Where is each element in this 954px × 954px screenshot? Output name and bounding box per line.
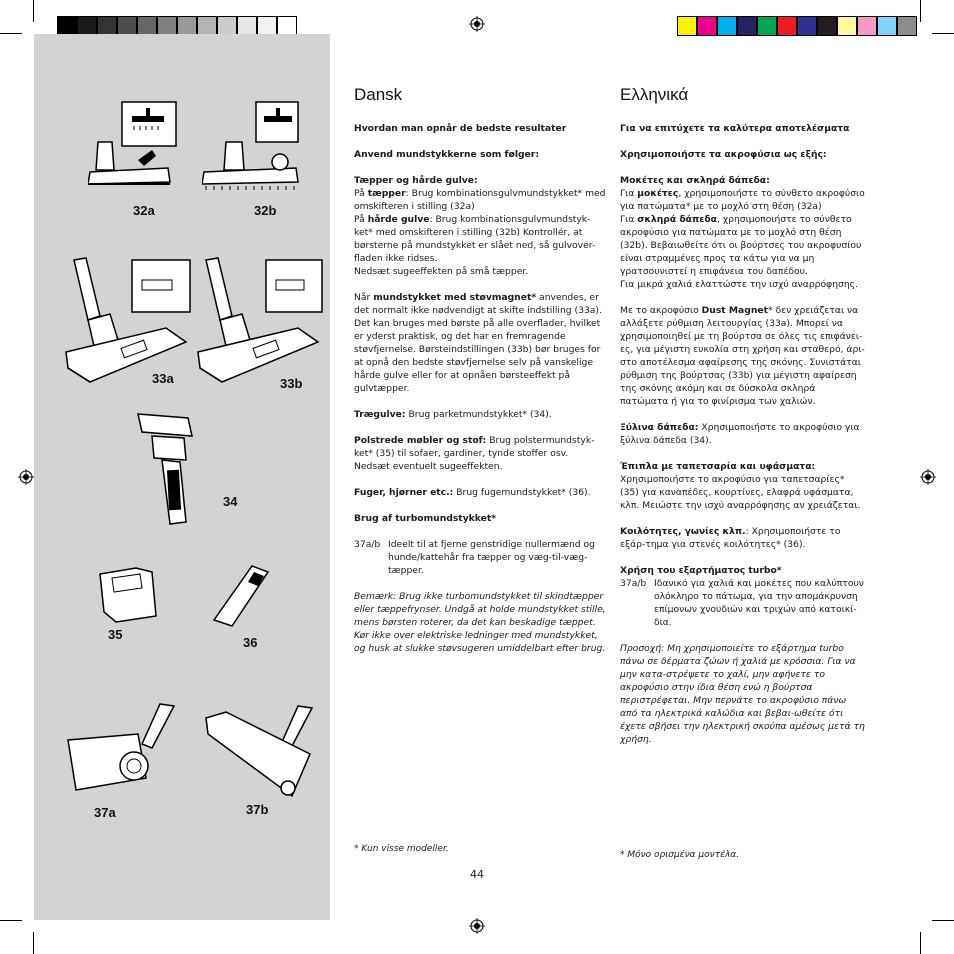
- dansk-turbo-key: 37a/b: [354, 539, 381, 550]
- parquet-nozzle-34-illustration: [132, 410, 212, 530]
- greek-carpets-p2-pre: Για: [620, 214, 638, 225]
- registration-target-icon: [469, 16, 485, 32]
- registration-target-icon: [920, 469, 936, 485]
- greek-uph-bold: Έπιπλα με ταπετσαρία και υφάσματα:: [620, 461, 816, 472]
- calibration-swatch: [697, 16, 717, 36]
- greek-intro: Για να επιτύχετε τα καλύτερα αποτελέσματα: [620, 123, 850, 134]
- greek-heading: Ελληνικά: [620, 85, 689, 104]
- dansk-note: Bemærk: Brug ikke turbomundstykket til skindtæpper eller tæppefrynser. Undgå at holde mundstykket stille, mens børsten roterer, da det kan beskadige tæppet. Kør ikke over elektriske ledninger med mundstykket, og husk at slukke støvsugeren umiddelbart efter brug.: [354, 591, 606, 654]
- greek-uph-rest: Χρησιμοποιήστε το ακροφύσιο για ταπετσαρίες* (35) για καναπέδες, κουρτίνες, ελαφρά υφάσματα, κλπ. Μειώστε την ισχύ αναρρόφησης αν χρειάζεται.: [620, 474, 861, 511]
- calibration-swatch: [117, 16, 137, 36]
- calibration-swatch: [97, 16, 117, 36]
- calibration-swatch: [737, 16, 757, 36]
- greek-carpets-p2-rest: , χρησιμοποιήστε το σύνθετο ακροφύσιο για πατώματα με το μοχλό στη θέση (32b). Βεβαιωθείτε ότι οι βούρτσες του ακροφυσίου είναι στραμμένες προς τα κάτω για να μη γρατσουνιστεί η επιφάνεια του δαπέδου.: [620, 214, 862, 277]
- greek-dust-bold: Dust Magnet: [701, 305, 768, 316]
- nozzle-33b-illustration: [194, 256, 326, 386]
- calibration-swatch: [217, 16, 237, 36]
- figure-label-34: 34: [223, 494, 238, 509]
- figure-label-35: 35: [108, 627, 123, 642]
- calibration-swatch: [197, 16, 217, 36]
- figure-label-32b: 32b: [254, 203, 277, 218]
- calibration-swatch: [797, 16, 817, 36]
- dansk-turbo-heading: Brug af turbomundstykket*: [354, 513, 497, 524]
- greek-wood: [620, 421, 866, 447]
- greek-turbo-heading: Χρήση του εξαρτήματος turbo*: [620, 565, 782, 576]
- dansk-wood-bold: Trægulve:: [354, 409, 406, 420]
- greek-crev-bold: Κοιλότητες, γωνίες κλπ.: [620, 526, 746, 537]
- nozzle-32b-illustration: [202, 100, 300, 196]
- greek-carpets: [620, 174, 866, 291]
- crop-mark: [33, 0, 34, 22]
- dansk-dust-rest: anvendes, er det normalt ikke nødvendigt at skifte indstilling (33a). Det kan bruges med børste på alle overflader, hvilket er yderst praktisk, og det har en fremragende støvfjernelse. Børsteindstillingen (33b) bør bruges for at opnå den bedste støvfjernelse selv på vanskelige hårde gulve eller for at opnåen børsteeffekt på gulvtæpper.: [354, 292, 602, 394]
- dansk-carpets-p1-bold: tæpper: [367, 188, 406, 199]
- dansk-uph-rest: Brug polstermundstyk-ket* (35) til sofaer, gardiner, tynde stoffer osv. Nedsæt eventuelt sugeeffekten.: [354, 435, 595, 472]
- calibration-swatch: [677, 16, 697, 36]
- greek-carpets-p3: Για μικρά χαλιά ελαττώστε την ισχύ αναρρόφησης.: [620, 279, 858, 290]
- dansk-crev-rest: Brug fugemundstykket* (36).: [453, 487, 591, 498]
- crop-mark: [33, 932, 34, 954]
- registration-target-icon: [469, 918, 485, 934]
- dansk-intro: Hvordan man opnår de bedste resultater: [354, 123, 567, 134]
- calibration-swatch: [777, 16, 797, 36]
- calibration-swatch: [717, 16, 737, 36]
- calibration-swatch: [237, 16, 257, 36]
- greek-carpets-p1-rest: , χρησιμοποιήστε το σύνθετο ακροφύσιο για πατώματα* με το μοχλό στη θέση (32a): [620, 188, 865, 212]
- upholstery-nozzle-35-illustration: [96, 564, 166, 626]
- calibration-swatch: [177, 16, 197, 36]
- greek-turbo-key: 37a/b: [620, 578, 647, 589]
- dansk-dust-bold: mundstykket med støvmagnet*: [373, 292, 537, 303]
- calibration-swatch: [837, 16, 857, 36]
- dansk-carpets-p1-rest: : Brug kombinationsgulvmundstykket* med omskifteren i stilling (32a): [354, 188, 606, 212]
- greek-footnote: * Μόνο ορισμένα μοντέλα.: [620, 850, 740, 860]
- figure-label-36: 36: [243, 635, 258, 650]
- crevice-nozzle-36-illustration: [202, 562, 276, 632]
- dansk-turbo-text: Ideelt til at fjerne genstridige nullermænd og hunde/kattehår fra tæpper og væg-til-væg-tæpper.: [388, 539, 595, 576]
- calibration-swatch: [137, 16, 157, 36]
- greek-wood-bold: Ξύλινα δάπεδα:: [620, 422, 699, 433]
- greek-wood-rest: Χρησιμοποιήστε το ακροφύσιο για ξύλινα δάπεδα (34).: [620, 422, 860, 446]
- dansk-carpets-heading: Tæpper og hårde gulve:: [354, 175, 478, 186]
- calibration-swatch: [277, 16, 297, 36]
- figure-label-32a: 32a: [133, 203, 155, 218]
- greek-note: Προσοχή: Μη χρησιμοποιείτε το εξάρτημα turbo πάνω σε δέρματα ζώων ή χαλιά με κρόσσια. Για να μην κατα-στρέψετε το χαλί, μην αφήνετε το ακροφύσιο στην ίδια θέση ενώ η βούρτσα περιστρέφεται. Μην περνάτε το ακροφύσιο πάνω από τα ηλεκτρικά καλώδια και βεβαι-ωθείτε ότι έχετε σβήσει την ηλεκτρική σκούπα αμέσως μετά τη χρήση.: [620, 643, 865, 745]
- calibration-swatch: [77, 16, 97, 36]
- greek-column: [620, 82, 866, 759]
- dansk-footnote: * Kun visse modeller.: [354, 844, 449, 854]
- dansk-carpets-p1-pre: På: [354, 188, 368, 199]
- dansk-carpets-p2-pre: På: [354, 214, 368, 225]
- greek-upholstery: [620, 460, 866, 512]
- crop-mark: [932, 920, 954, 921]
- crop-mark: [920, 932, 921, 954]
- figure-label-37b: 37b: [246, 802, 269, 817]
- dansk-wood: [354, 408, 606, 421]
- greek-dust-rest: * δεν χρειάζεται να αλλάξετε ρύθμιση λειτουργίας (33a). Μπορεί να χρησιμοποιηθεί με τη βούρτσα σε όλες τις επιφάνει-ες, για μέγιστη ευκολία στη χρήση και σταθερό, άρι-στο αποτέλεσμα αφαίρεσης της σκόνης. Συνιστάται ρύθμιση της βούρτσας (33b) για μέγιστη αφαίρεση της σκόνης ακόμη και σε δύσκολα σκληρά πατώματα ή για το φινίρισμα των χαλιών.: [620, 305, 865, 407]
- calibration-swatch: [897, 16, 917, 36]
- greek-carpets-p1-bold: μοκέτες: [637, 188, 679, 199]
- figure-label-33a: 33a: [152, 371, 174, 386]
- calibration-swatch: [157, 16, 177, 36]
- dansk-use-nozzles: Anvend mundstykkerne som følger:: [354, 149, 539, 160]
- greek-carpets-p1-pre: Για: [620, 188, 638, 199]
- dansk-carpets-p2-rest: : Brug kombinationsgulvmundstyk-ket* med omskifteren i stilling (32b) Kontrollér, at børsterne på mundstykket er slået ned, så gulvover-fladen ikke ridses.: [354, 214, 596, 264]
- dansk-upholstery: [354, 434, 606, 473]
- greek-dust-pre: Με το ακροφύσιο: [620, 305, 702, 316]
- calibration-swatch: [57, 16, 77, 36]
- page-number: 44: [470, 868, 484, 881]
- dansk-carpets-p2-bold: hårde gulve: [367, 214, 430, 225]
- dansk-column: [354, 82, 606, 668]
- dansk-turbo-item: [354, 538, 606, 577]
- greek-carpets-heading: Μοκέτες και σκληρά δάπεδα:: [620, 175, 770, 186]
- dansk-dust-pre: Når: [354, 292, 374, 303]
- dansk-wood-rest: Brug parketmundstykket* (34).: [405, 409, 552, 420]
- turbo-nozzle-37b-illustration: [202, 704, 320, 800]
- dansk-crev-bold: Fuger, hjørner etc.:: [354, 487, 454, 498]
- calibration-swatch: [757, 16, 777, 36]
- greek-dust-magnet: [620, 304, 866, 408]
- greek-use-nozzles: Χρησιμοποιήστε τα ακροφύσια ως εξής:: [620, 149, 827, 160]
- crop-mark: [920, 0, 921, 22]
- greek-crev-rest: : Χρησιμοποιήστε το εξάρ-τημα για στενές κοιλότητες* (36).: [620, 526, 841, 550]
- dansk-carpets: [354, 174, 606, 278]
- greek-carpets-p2-bold: σκληρά δάπεδα: [637, 214, 717, 225]
- dansk-crevice: [354, 486, 606, 499]
- nozzle-33a-illustration: [62, 256, 194, 386]
- calibration-swatch: [817, 16, 837, 36]
- dansk-carpets-p3: Nedsæt sugeeffekten på små tæpper.: [354, 266, 529, 277]
- registration-target-icon: [18, 469, 34, 485]
- nozzle-32a-illustration: [88, 100, 178, 196]
- crop-mark: [0, 33, 22, 34]
- dansk-dust-magnet: [354, 291, 606, 395]
- calibration-swatch: [877, 16, 897, 36]
- crop-mark: [932, 33, 954, 34]
- figure-label-37a: 37a: [94, 805, 116, 820]
- greek-turbo-item: [620, 577, 866, 629]
- calibration-swatch: [257, 16, 277, 36]
- dansk-heading: Dansk: [354, 85, 403, 104]
- calibration-swatch: [857, 16, 877, 36]
- crop-mark: [0, 920, 22, 921]
- greek-turbo-text: Ιδανικό για χαλιά και μοκέτες που καλύπτουν ολόκληρο το πάτωμα, για την απομάκρυνση επίμονων χνουδιών και τριχών από κατοικί-δια.: [654, 578, 864, 628]
- greek-crevice: [620, 525, 866, 551]
- dansk-uph-bold: Polstrede møbler og stof:: [354, 435, 487, 446]
- turbo-nozzle-37a-illustration: [64, 700, 176, 796]
- figure-label-33b: 33b: [280, 376, 303, 391]
